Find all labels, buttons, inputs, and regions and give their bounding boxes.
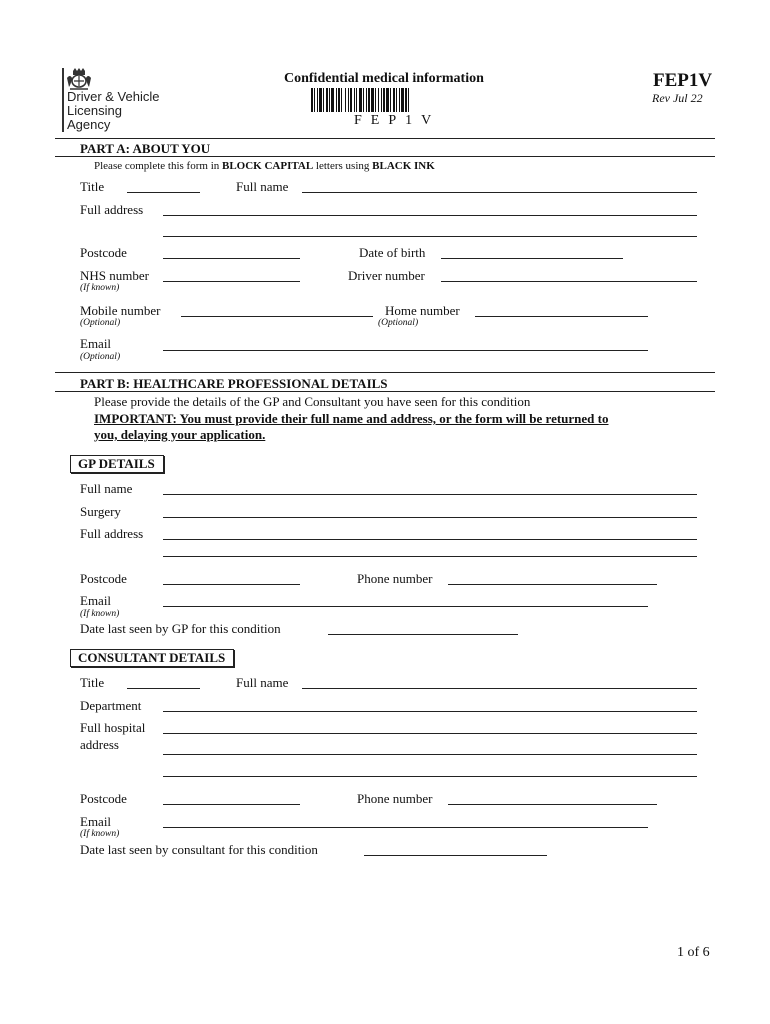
email-note: (Optional) [80, 352, 121, 362]
agency-line-1: Driver & Vehicle [67, 89, 160, 104]
consultant-details-heading: CONSULTANT DETAILS [70, 649, 234, 667]
barcode-text: FEP1V [354, 113, 441, 128]
gp-address-field-2[interactable] [163, 556, 697, 557]
part-b-top-rule [55, 372, 715, 373]
consultant-full-name-label: Full name [236, 675, 289, 690]
gp-postcode-label: Postcode [80, 571, 127, 586]
consultant-last-seen-field[interactable] [364, 855, 547, 856]
part-a-bottom-rule [55, 156, 715, 157]
full-address-field-2[interactable] [163, 236, 697, 237]
part-b-heading: PART B: HEALTHCARE PROFESSIONAL DETAILS [80, 376, 388, 391]
consultant-title-label: Title [80, 675, 105, 690]
home-number-note: (Optional) [378, 318, 419, 328]
nhs-number-label: NHS number [80, 268, 149, 283]
consultant-email-note: (If known) [80, 829, 120, 839]
gp-details-heading: GP DETAILS [70, 455, 164, 473]
gp-full-address-label: Full address [80, 526, 144, 541]
instruction-ink: BLACK INK [372, 160, 435, 172]
important-notice-line-1: IMPORTANT: You must provide their full name and address, or the form will be returned to [94, 411, 609, 426]
form-code: FEP1V [653, 70, 713, 91]
consultant-department-field[interactable] [163, 711, 697, 712]
revision-date: Rev Jul 22 [652, 91, 703, 105]
agency-line-2: Licensing [67, 103, 122, 118]
consultant-hospital-field-1[interactable] [163, 733, 697, 734]
gp-full-name-label: Full name [80, 481, 133, 496]
logo-divider [62, 68, 64, 132]
consultant-hospital-label-1: Full hospital [80, 720, 146, 735]
barcode-icon [311, 88, 481, 112]
gp-address-field-1[interactable] [163, 539, 697, 540]
driver-number-label: Driver number [348, 268, 425, 283]
gp-phone-field[interactable] [448, 584, 657, 585]
part-b-bottom-rule [55, 391, 715, 392]
title-label: Title [80, 179, 105, 194]
gp-last-seen-field[interactable] [328, 634, 518, 635]
part-a-heading: PART A: ABOUT YOU [80, 141, 211, 156]
mobile-number-field[interactable] [181, 316, 373, 317]
agency-line-3: Agency [67, 117, 111, 132]
consultant-department-label: Department [80, 698, 142, 713]
consultant-hospital-field-2[interactable] [163, 754, 697, 755]
consultant-phone-label: Phone number [357, 791, 433, 806]
gp-email-note: (If known) [80, 609, 120, 619]
part-b-intro: Please provide the details of the GP and Consultant you have seen for this condition [94, 394, 531, 409]
consultant-title-field[interactable] [127, 688, 200, 689]
mobile-number-label: Mobile number [80, 303, 161, 318]
nhs-number-note: (If known) [80, 283, 120, 293]
consultant-email-label: Email [80, 814, 112, 829]
gp-email-label: Email [80, 593, 112, 608]
title-field[interactable] [127, 192, 200, 193]
consultant-hospital-label-2: address [80, 737, 119, 752]
consultant-email-field[interactable] [163, 827, 648, 828]
full-address-label: Full address [80, 202, 144, 217]
consultant-postcode-field[interactable] [163, 804, 300, 805]
part-a-instruction [94, 160, 435, 173]
nhs-number-field[interactable] [163, 281, 300, 282]
gp-surgery-field[interactable] [163, 517, 697, 518]
consultant-hospital-field-3[interactable] [163, 776, 697, 777]
gp-email-field[interactable] [163, 606, 648, 607]
instruction-caps: BLOCK CAPITAL [222, 160, 314, 172]
dvla-logo [62, 68, 182, 134]
consultant-last-seen-label: Date last seen by consultant for this condition [80, 842, 318, 857]
gp-last-seen-label: Date last seen by GP for this condition [80, 621, 281, 636]
email-label: Email [80, 336, 112, 351]
part-a-top-rule [55, 138, 715, 139]
full-name-field[interactable] [302, 192, 697, 193]
consultant-full-name-field[interactable] [302, 688, 697, 689]
dob-field[interactable] [441, 258, 623, 259]
consultant-postcode-label: Postcode [80, 791, 127, 806]
gp-phone-label: Phone number [357, 571, 433, 586]
instruction-mid: letters using [313, 160, 373, 172]
important-notice-line-2: you, delaying your application. [94, 427, 266, 442]
postcode-field[interactable] [163, 258, 300, 259]
gp-full-name-field[interactable] [163, 494, 697, 495]
full-name-label: Full name [236, 179, 289, 194]
mobile-number-note: (Optional) [80, 318, 121, 328]
document-title: Confidential medical information [284, 71, 484, 86]
postcode-label: Postcode [80, 245, 127, 260]
driver-number-field[interactable] [441, 281, 697, 282]
gp-surgery-label: Surgery [80, 504, 121, 519]
gp-postcode-field[interactable] [163, 584, 300, 585]
home-number-label: Home number [385, 303, 460, 318]
full-address-field-1[interactable] [163, 215, 697, 216]
email-field[interactable] [163, 350, 648, 351]
home-number-field[interactable] [475, 316, 648, 317]
page-indicator: 1 of 6 [677, 945, 710, 960]
consultant-phone-field[interactable] [448, 804, 657, 805]
dob-label: Date of birth [359, 245, 426, 260]
instruction-prefix: Please complete this form in [94, 160, 222, 172]
agency-name [67, 90, 159, 132]
